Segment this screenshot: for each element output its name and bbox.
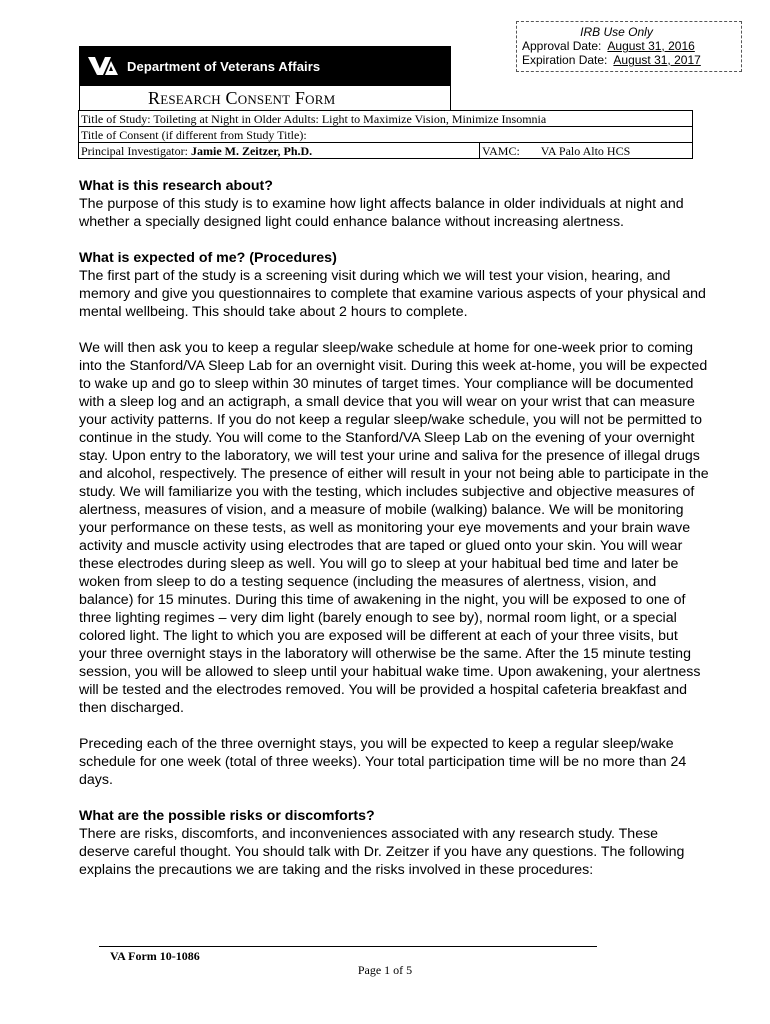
- irb-box: [516, 21, 742, 72]
- approval-date-row: [522, 39, 741, 53]
- va-logo-icon: [83, 46, 123, 86]
- consent-title-cell: Title of Consent (if different from Study Title):: [79, 127, 693, 143]
- pi-row: [79, 143, 693, 159]
- irb-title: IRB Use Only: [580, 25, 653, 39]
- study-title-cell: Title of Study: Toileting at Night in Older Adults: Light to Maximize Vision, Minimize Insomnia: [79, 111, 693, 127]
- form-number: VA Form 10-1086: [110, 949, 200, 963]
- vamc-value: VA Palo Alto HCS: [540, 143, 631, 158]
- pi-cell: [79, 143, 480, 159]
- vamc-cell: [480, 143, 693, 159]
- approval-date: August 31, 2016: [607, 39, 695, 53]
- procedures-paragraph-1: The first part of the study is a screening visit during which we will test your vision, hearing, and memory and give you questionnaires to complete that examine various aspects of your physical and mental wellbeing. This should take about 2 hours to complete.: [79, 268, 706, 320]
- va-header: [79, 46, 451, 86]
- about-heading: What is this research about?: [79, 178, 273, 194]
- approval-label: Approval Date:: [522, 39, 602, 53]
- expiration-label: Expiration Date:: [522, 53, 608, 67]
- procedures-paragraph-3: Preceding each of the three overnight stays, you will be expected to keep a regular sleep/wake schedule for one week (total of three weeks). Your total participation time will be no more than 24 days.: [79, 736, 687, 788]
- study-info-table: [78, 110, 693, 159]
- footer-divider: [99, 946, 597, 947]
- form-title: Research Consent Form: [148, 88, 336, 108]
- agency-name: Department of Veterans Affairs: [127, 58, 321, 74]
- page-number: Page 1 of 5: [357, 963, 413, 977]
- procedures-paragraph-2: We will then ask you to keep a regular sleep/wake schedule at home for one-week prior to coming into the Stanford/VA Sleep Lab for an overnight visit. During this week at-home, you will be expected to wake up and go to sleep within 30 minutes of target times. Your compliance will be documented with a sleep log and an actigraph, a small device that you will wear on your wrist that can measure your activity patterns. If you do not keep a regular sleep/wake schedule, you will not be permitted to continue in the study. You will come to the Stanford/VA Sleep Lab on the evening of your overnight stay. Upon entry to the laboratory, we will test your urine and saliva for the presence of illegal drugs and alcohol, respectively. The presence of either will result in your not being able to participate in the study. We will familiarize you with the testing, which includes subjective and objective measures of alertness, measures of vision, and a measure of mobile (walking) balance. We will be monitoring your performance on these tests, as well as monitoring your eye movements and your brain wave activity and muscle activity using electrodes that are taped or glued onto your skin. You will wear these electrodes during sleep as well. You will go to sleep at your habitual bed time and later be woken from sleep to do a testing sequence (including the measures of alertness, vision, and balance) for 15 minutes. During this time of awakening in the night, you will be exposed to one of three lighting regimes – very dim light (barely enough to see by), normal room light, or a special colored light. The light to which you are exposed will be different at each of your three visits, but your three overnight stays in the laboratory will otherwise be the same. After the 15 minute testing session, you will be allowed to sleep until your habitual wake time. Upon awakening, your alertness will be tested and the electrodes removed. You will be provided a hospital cafeteria breakfast and then discharged.: [79, 340, 709, 716]
- expiration-date: August 31, 2017: [613, 53, 701, 67]
- consent-body: [79, 177, 709, 879]
- risks-text: There are risks, discomforts, and inconveniences associated with any research study. These deserve careful thought. You should talk with Dr. Zeitzer if you have any questions. The following explains the precautions we are taking and the risks involved in these procedures:: [79, 826, 685, 878]
- about-text: The purpose of this study is to examine how light affects balance in older individuals at night and whether a specially designed light could enhance balance without increasing alertness.: [79, 196, 684, 230]
- consent-title-row: [79, 127, 693, 143]
- risks-heading: What are the possible risks or discomforts?: [79, 808, 375, 824]
- procedures-heading: What is expected of me? (Procedures): [79, 250, 337, 266]
- vamc-label: VAMC:: [482, 143, 520, 158]
- expiration-date-row: [522, 53, 741, 67]
- pi-name: Jamie M. Zeitzer, Ph.D.: [190, 143, 313, 158]
- pi-label: Principal Investigator:: [81, 143, 188, 158]
- study-title-row: [79, 111, 693, 127]
